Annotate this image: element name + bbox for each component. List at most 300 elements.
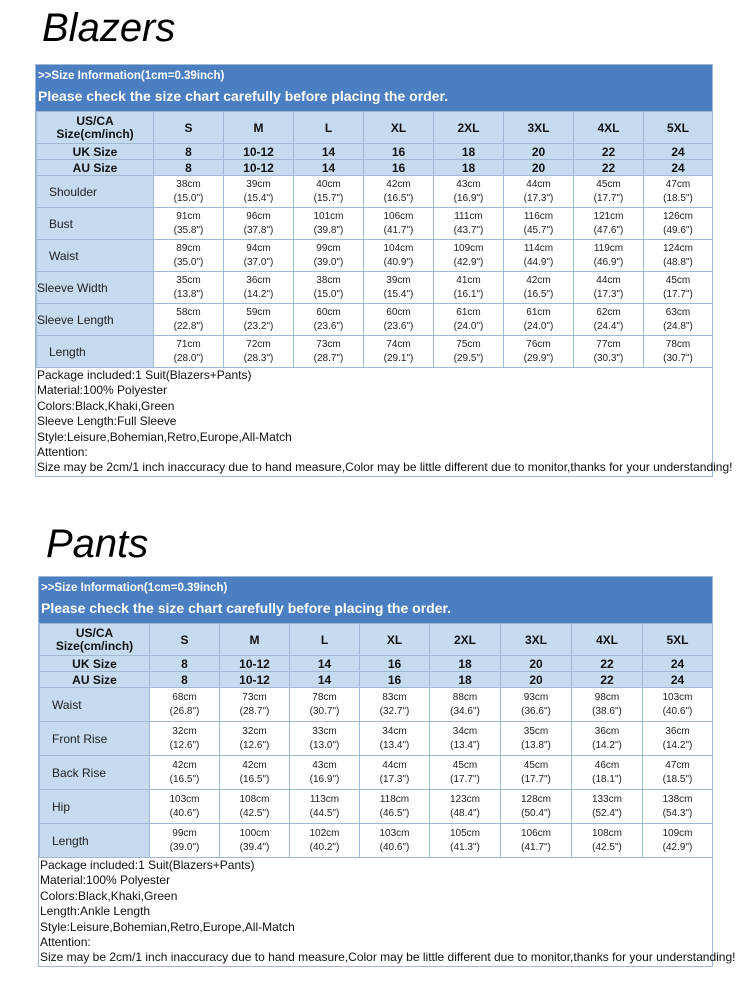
blazers-measure-cell	[224, 272, 294, 304]
blazers-measure-inch: (16.5")	[383, 192, 414, 204]
blazers-size-s: S	[154, 112, 224, 144]
pants-measure-label	[40, 824, 150, 858]
blazers-measure-inch: (24.8")	[663, 320, 693, 332]
pants-au-value: 24	[643, 672, 713, 688]
pants-measure-cm: 36cm	[665, 725, 690, 737]
pants-measure-inch: (28.7")	[239, 705, 270, 717]
blazers-measure-cell	[364, 240, 434, 272]
pants-measure-label	[40, 688, 150, 722]
pants-measure-inch: (50.4")	[521, 807, 551, 819]
blazers-au-value: 22	[574, 160, 644, 176]
pants-header-label-2: Size(cm/inch)	[55, 638, 134, 653]
blazers-measure-cm: 124cm	[662, 242, 693, 254]
blazers-measure-cm: 77cm	[596, 338, 621, 350]
blazers-measure-cell	[574, 336, 644, 368]
pants-au-value: 16	[360, 672, 430, 688]
blazers-uk-value: 10-12	[224, 144, 294, 160]
pants-size-5xl: 5XL	[643, 624, 713, 656]
pants-measure-cm: 32cm	[242, 725, 267, 737]
pants-check-note: Please check the size chart carefully before placing the order.	[41, 600, 452, 616]
pants-measure-cm: 47cm	[665, 759, 690, 771]
blazers-measure-inch: (15.0")	[313, 288, 344, 300]
blazers-measure-cm: 58cm	[176, 306, 201, 318]
pants-measure-inch: (42.5")	[239, 807, 270, 819]
blazers-uk-value: 18	[434, 144, 504, 160]
blazers-measure-cm: 126cm	[662, 210, 693, 222]
pants-measure-cm: 83cm	[382, 691, 407, 703]
pants-measure-inch: (41.7")	[521, 841, 551, 853]
blazers-measure-cell	[504, 272, 574, 304]
blazers-measure-cm: 45cm	[665, 274, 691, 286]
blazers-measure-cell	[644, 304, 713, 336]
blazers-measure-cm: 111cm	[454, 210, 483, 222]
pants-measure-inch: (16.5")	[169, 773, 200, 785]
pants-measure-cell	[501, 756, 572, 790]
pants-measure-inch: (13.4")	[450, 739, 480, 751]
blazers-measure-inch: (15.7")	[313, 192, 344, 204]
blazers-measure-inch: (16.9")	[453, 192, 484, 204]
blazers-measure-cell	[294, 240, 364, 272]
pants-measure-cm: 88cm	[452, 691, 478, 703]
blazers-measure-inch: (46.9")	[593, 256, 624, 268]
pants-size-chart	[38, 576, 736, 967]
blazers-measure-cell	[434, 240, 504, 272]
pants-uk-value: 20	[501, 656, 572, 672]
pants-measure-cell	[572, 756, 643, 790]
pants-measure-cell	[643, 824, 713, 858]
blazers-measure-cell	[364, 272, 434, 304]
pants-uk-label: UK Size	[40, 656, 150, 672]
blazers-size-chart	[35, 64, 733, 477]
pants-measure-cell	[430, 688, 501, 722]
blazers-measure-cm: 41cm	[456, 274, 481, 286]
blazers-title: Blazers	[42, 6, 176, 50]
blazers-size-m: M	[224, 112, 294, 144]
blazers-size-table	[36, 111, 713, 368]
blazers-measure-cell	[154, 336, 224, 368]
pants-measure-cm: 42cm	[172, 759, 197, 771]
pants-measure-cm: 99cm	[172, 827, 197, 839]
pants-uk-value: 22	[572, 656, 643, 672]
blazers-measure-cm: 114cm	[523, 242, 554, 254]
pants-measure-cm: 123cm	[449, 793, 480, 805]
blazers-size-2xl: 2XL	[434, 112, 504, 144]
blazers-measure-cm: 42cm	[386, 178, 411, 190]
blazers-measure-label	[37, 240, 154, 272]
blazers-measure-inch: (30.7")	[663, 352, 693, 364]
blazers-measure-cell	[504, 304, 574, 336]
blazers-measure-cell	[154, 176, 224, 208]
blazers-measure-inch: (43.7")	[453, 224, 484, 236]
blazers-measure-inch: (22.8")	[173, 320, 204, 332]
pants-measure-inch: (40.2")	[309, 841, 340, 853]
pants-measure-cm: 78cm	[312, 691, 337, 703]
pants-measure-cm: 36cm	[594, 725, 620, 737]
blazers-measure-cm: 59cm	[246, 306, 271, 318]
pants-measure-inch: (39.0")	[169, 841, 200, 853]
pants-measure-cm: 105cm	[449, 827, 480, 839]
blazers-measure-inch: (39.0")	[313, 256, 344, 268]
pants-measure-cell	[150, 824, 220, 858]
blazers-au-row	[37, 160, 713, 176]
blazers-measure-cm: 43cm	[456, 178, 481, 190]
pants-measure-label	[40, 790, 150, 824]
pants-measure-cell	[290, 824, 360, 858]
pants-measure-cm: 113cm	[309, 793, 340, 805]
pants-measure-cm: 33cm	[312, 725, 337, 737]
blazers-measure-cell	[364, 176, 434, 208]
pants-au-value: 18	[430, 672, 501, 688]
blazers-measure-cm: 101cm	[313, 210, 344, 222]
pants-measure-cm: 108cm	[239, 793, 270, 805]
blazers-measure-inch: (17.3")	[593, 288, 624, 300]
pants-uk-value: 14	[290, 656, 360, 672]
pants-measure-inch: (17.3")	[379, 773, 410, 785]
blazers-size-3xl: 3XL	[504, 112, 574, 144]
pants-measure-cell	[501, 722, 572, 756]
blazers-measure-cm: 40cm	[316, 178, 341, 190]
pants-measure-inch: (36.6")	[521, 705, 551, 717]
blazers-measure-label	[37, 304, 154, 336]
blazers-measure-inch: (47.6")	[593, 224, 624, 236]
pants-measure-cell	[643, 756, 713, 790]
blazers-measure-inch: (37.8")	[243, 224, 274, 236]
pants-measure-inch: (16.9")	[309, 773, 340, 785]
blazers-measure-cell	[574, 304, 644, 336]
pants-note-line: Colors:Black,Khaki,Green	[40, 888, 178, 903]
blazers-measure-label-text: Length	[49, 344, 86, 359]
pants-measure-cm: 43cm	[312, 759, 337, 771]
pants-measure-cm: 103cm	[379, 827, 410, 839]
pants-measure-inch: (52.4")	[592, 807, 622, 819]
blazers-measure-cm: 121cm	[593, 210, 624, 222]
pants-measure-cell	[572, 722, 643, 756]
pants-measure-inch: (18.1")	[592, 773, 622, 785]
blazers-au-value: 20	[504, 160, 574, 176]
pants-measure-inch: (12.6")	[239, 739, 270, 751]
blazers-measure-cm: 94cm	[246, 242, 271, 254]
pants-measure-label-text: Front Rise	[52, 731, 108, 746]
blazers-measure-cell	[644, 176, 713, 208]
pants-measure-cm: 133cm	[591, 793, 622, 805]
pants-measure-inch: (41.3")	[450, 841, 480, 853]
blazers-measure-inch: (35.0")	[173, 256, 204, 268]
blazers-measure-cell	[434, 208, 504, 240]
pants-measure-cm: 73cm	[242, 691, 267, 703]
blazers-uk-label: UK Size	[37, 144, 154, 160]
blazers-measure-label	[37, 272, 154, 304]
blazers-measure-label-text: Sleeve Width	[37, 280, 108, 295]
blazers-measure-cm: 42cm	[526, 274, 551, 286]
blazers-measure-cm: 75cm	[456, 338, 481, 350]
pants-measure-label-text: Hip	[52, 799, 71, 814]
blazers-measure-cell	[644, 240, 713, 272]
blazers-measure-inch: (15.0")	[173, 192, 204, 204]
pants-measure-inch: (12.6")	[169, 739, 200, 751]
blazers-measure-cell	[364, 304, 434, 336]
pants-measure-inch: (40.6")	[662, 705, 693, 717]
pants-measure-inch: (34.6")	[450, 705, 480, 717]
pants-header-label	[40, 624, 150, 656]
blazers-measure-label	[37, 208, 154, 240]
pants-measure-inch: (18.5")	[662, 773, 693, 785]
pants-measure-label-text: Back Rise	[52, 765, 107, 780]
blazers-measure-inch: (15.4")	[243, 192, 274, 204]
pants-measure-cell	[220, 688, 290, 722]
blazers-measure-cell	[364, 336, 434, 368]
pants-measure-inch: (13.4")	[379, 739, 410, 751]
pants-uk-value: 24	[643, 656, 713, 672]
blazers-measure-inch: (16.1")	[453, 288, 484, 300]
blazers-measure-inch: (13.8")	[173, 288, 204, 300]
blazers-measure-label-text: Shoulder	[49, 184, 98, 199]
pants-measure-row	[40, 790, 713, 824]
pants-measure-cell	[572, 688, 643, 722]
blazers-measure-row	[37, 240, 713, 272]
blazers-measure-cell	[294, 272, 364, 304]
pants-measure-cm: 32cm	[172, 725, 197, 737]
pants-measure-row	[40, 722, 713, 756]
pants-measure-inch: (40.6")	[169, 807, 200, 819]
pants-measure-cell	[150, 722, 220, 756]
blazers-measure-cell	[294, 304, 364, 336]
blazers-note-line: Material:100% Polyester	[37, 383, 168, 398]
blazers-measure-cell	[224, 176, 294, 208]
pants-header-row	[40, 624, 713, 656]
blazers-au-value: 14	[294, 160, 364, 176]
blazers-measure-inch: (28.3")	[243, 352, 274, 364]
pants-measure-cell	[220, 722, 290, 756]
blazers-measure-label	[37, 336, 154, 368]
blazers-measure-cm: 47cm	[665, 178, 691, 190]
blazers-measure-cm: 72cm	[246, 338, 271, 350]
blazers-measure-inch: (15.4")	[383, 288, 414, 300]
pants-measure-cm: 68cm	[172, 691, 197, 703]
blazers-measure-cm: 63cm	[665, 306, 691, 318]
blazers-uk-value: 14	[294, 144, 364, 160]
blazers-measure-inch: (37.0")	[243, 256, 274, 268]
blazers-measure-row	[37, 336, 713, 368]
blazers-measure-cm: 106cm	[383, 210, 414, 222]
blazers-header-label	[37, 112, 154, 144]
blazers-au-value: 16	[364, 160, 434, 176]
blazers-measure-cell	[434, 272, 504, 304]
blazers-measure-cm: 91cm	[176, 210, 201, 222]
pants-measure-cell	[430, 790, 501, 824]
blazers-measure-cell	[644, 208, 713, 240]
blazers-measure-cell	[294, 336, 364, 368]
pants-measure-inch: (38.6")	[592, 705, 622, 717]
blazers-measure-cm: 38cm	[176, 178, 201, 190]
pants-measure-cm: 103cm	[662, 691, 693, 703]
blazers-measure-label-text: Sleeve Length	[37, 312, 114, 327]
blazers-measure-inch: (16.5")	[523, 288, 554, 300]
blazers-measure-inch: (28.7")	[313, 352, 344, 364]
blazers-measure-cm: 109cm	[453, 242, 484, 254]
pants-measure-cell	[501, 824, 572, 858]
blazers-measure-inch: (29.1")	[383, 352, 414, 364]
blazers-measure-inch: (23.6")	[313, 320, 344, 332]
blazers-measure-cell	[574, 272, 644, 304]
pants-measure-inch: (44.5")	[309, 807, 340, 819]
blazers-measure-cell	[294, 208, 364, 240]
pants-measure-inch: (42.5")	[592, 841, 622, 853]
pants-measure-cell	[150, 688, 220, 722]
blazers-measure-cm: 78cm	[665, 338, 691, 350]
pants-measure-label-text: Waist	[52, 697, 82, 712]
blazers-measure-cell	[574, 208, 644, 240]
pants-measure-inch: (40.6")	[379, 841, 410, 853]
blazers-measure-label-text: Bust	[49, 216, 74, 231]
blazers-size-5xl: 5XL	[644, 112, 713, 144]
blazers-measure-inch: (49.6")	[663, 224, 693, 236]
blazers-measure-inch: (42.9")	[453, 256, 484, 268]
blazers-measure-cm: 76cm	[526, 338, 551, 350]
blazers-measure-cell	[434, 304, 504, 336]
pants-measure-cm: 102cm	[309, 827, 340, 839]
pants-measure-cell	[360, 824, 430, 858]
blazers-measure-inch: (24.4")	[593, 320, 624, 332]
pants-measure-cell	[643, 722, 713, 756]
pants-measure-cell	[360, 722, 430, 756]
pants-measure-cell	[150, 790, 220, 824]
blazers-measure-inch: (29.9")	[523, 352, 554, 364]
blazers-measure-row	[37, 208, 713, 240]
pants-measure-cell	[360, 790, 430, 824]
pants-size-m: M	[220, 624, 290, 656]
pants-measure-inch: (17.7")	[521, 773, 551, 785]
pants-measure-cm: 45cm	[523, 759, 549, 771]
blazers-uk-row	[37, 144, 713, 160]
blazers-measure-inch: (39.8")	[313, 224, 344, 236]
blazers-measure-cell	[224, 336, 294, 368]
pants-measure-cell	[572, 824, 643, 858]
blazers-measure-label-text: Waist	[49, 248, 79, 263]
pants-measure-cm: 93cm	[523, 691, 549, 703]
pants-size-s: S	[150, 624, 220, 656]
pants-size-3xl: 3XL	[501, 624, 572, 656]
blazers-measure-cell	[434, 336, 504, 368]
pants-measure-cell	[220, 756, 290, 790]
blazers-measure-cm: 61cm	[526, 306, 551, 318]
pants-au-label: AU Size	[40, 672, 150, 688]
pants-measure-cm: 98cm	[594, 691, 620, 703]
blazers-notes	[36, 368, 733, 476]
blazers-measure-cell	[504, 336, 574, 368]
pants-measure-cell	[430, 824, 501, 858]
pants-measure-cell	[290, 756, 360, 790]
blazers-measure-cm: 119cm	[593, 242, 624, 254]
blazers-measure-cm: 44cm	[526, 178, 551, 190]
pants-measure-label	[40, 722, 150, 756]
blazers-measure-inch: (17.3")	[523, 192, 554, 204]
blazers-measure-cell	[224, 208, 294, 240]
pants-note-line: Attention:	[40, 935, 91, 950]
blazers-measure-cell	[504, 176, 574, 208]
blazers-uk-value: 24	[644, 144, 713, 160]
pants-measure-cell	[430, 756, 501, 790]
blazers-measure-inch: (45.7")	[523, 224, 554, 236]
blazers-measure-cm: 116cm	[523, 210, 554, 222]
blazers-header-label-1: US/CA	[76, 113, 114, 128]
blazers-au-value: 24	[644, 160, 713, 176]
blazers-size-l: L	[294, 112, 364, 144]
pants-measure-cm: 45cm	[452, 759, 478, 771]
blazers-measure-cm: 45cm	[596, 178, 621, 190]
blazers-measure-inch: (23.2")	[243, 320, 274, 332]
blazers-measure-cell	[574, 240, 644, 272]
pants-measure-cell	[290, 688, 360, 722]
blazers-measure-inch: (40.9")	[383, 256, 414, 268]
blazers-measure-cm: 39cm	[246, 178, 271, 190]
blazers-measure-cm: 74cm	[386, 338, 411, 350]
blazers-size-info: >>Size Information(1cm=0.39inch)	[38, 70, 225, 82]
blazers-note-line: Package included:1 Suit(Blazers+Pants)	[37, 368, 252, 382]
blazers-measure-cell	[504, 240, 574, 272]
pants-measure-inch: (13.8")	[521, 739, 551, 751]
blazers-note-line: Colors:Black,Khaki,Green	[37, 398, 175, 413]
blazers-measure-inch: (24.0")	[453, 320, 484, 332]
blazers-measure-inch: (29.5")	[453, 352, 484, 364]
blazers-measure-cell	[364, 208, 434, 240]
blazers-measure-cell	[574, 176, 644, 208]
blazers-measure-cell	[644, 336, 713, 368]
pants-measure-cell	[643, 790, 713, 824]
pants-uk-value: 16	[360, 656, 430, 672]
pants-banner	[39, 577, 712, 623]
pants-measure-label	[40, 756, 150, 790]
blazers-measure-cm: 99cm	[316, 242, 341, 254]
pants-measure-inch: (48.4")	[450, 807, 480, 819]
blazers-measure-inch: (44.9")	[523, 256, 554, 268]
pants-notes	[39, 858, 736, 966]
pants-measure-inch: (30.7")	[309, 705, 340, 717]
blazers-measure-cell	[154, 208, 224, 240]
pants-note-line: Material:100% Polyester	[40, 873, 171, 888]
blazers-header-row	[37, 112, 713, 144]
pants-measure-cell	[220, 790, 290, 824]
pants-measure-inch: (17.7")	[450, 773, 480, 785]
pants-au-value: 8	[150, 672, 220, 688]
blazers-measure-inch: (17.7")	[663, 288, 693, 300]
blazers-measure-inch: (18.5")	[663, 192, 693, 204]
blazers-measure-cm: 44cm	[596, 274, 621, 286]
blazers-measure-cell	[644, 272, 713, 304]
pants-measure-inch: (39.4")	[239, 841, 270, 853]
pants-measure-cell	[360, 756, 430, 790]
pants-note-line: Style:Leisure,Bohemian,Retro,Europe,All-Match	[40, 919, 295, 934]
blazers-measure-inch: (48.8")	[663, 256, 693, 268]
blazers-measure-cell	[504, 208, 574, 240]
pants-title: Pants	[46, 522, 149, 566]
pants-uk-value: 18	[430, 656, 501, 672]
pants-measure-cell	[430, 722, 501, 756]
blazers-measure-row	[37, 176, 713, 208]
blazers-au-value: 8	[154, 160, 224, 176]
pants-au-value: 22	[572, 672, 643, 688]
pants-au-row	[40, 672, 713, 688]
blazers-uk-value: 22	[574, 144, 644, 160]
blazers-measure-inch: (41.7")	[383, 224, 414, 236]
pants-measure-inch: (13.0")	[309, 739, 340, 751]
pants-measure-inch: (14.2")	[592, 739, 622, 751]
blazers-au-value: 10-12	[224, 160, 294, 176]
blazers-check-note: Please check the size chart carefully before placing the order.	[38, 88, 449, 104]
pants-measure-cm: 138cm	[662, 793, 693, 805]
pants-measure-cell	[360, 688, 430, 722]
blazers-measure-cm: 60cm	[386, 306, 411, 318]
pants-measure-cm: 128cm	[520, 793, 551, 805]
